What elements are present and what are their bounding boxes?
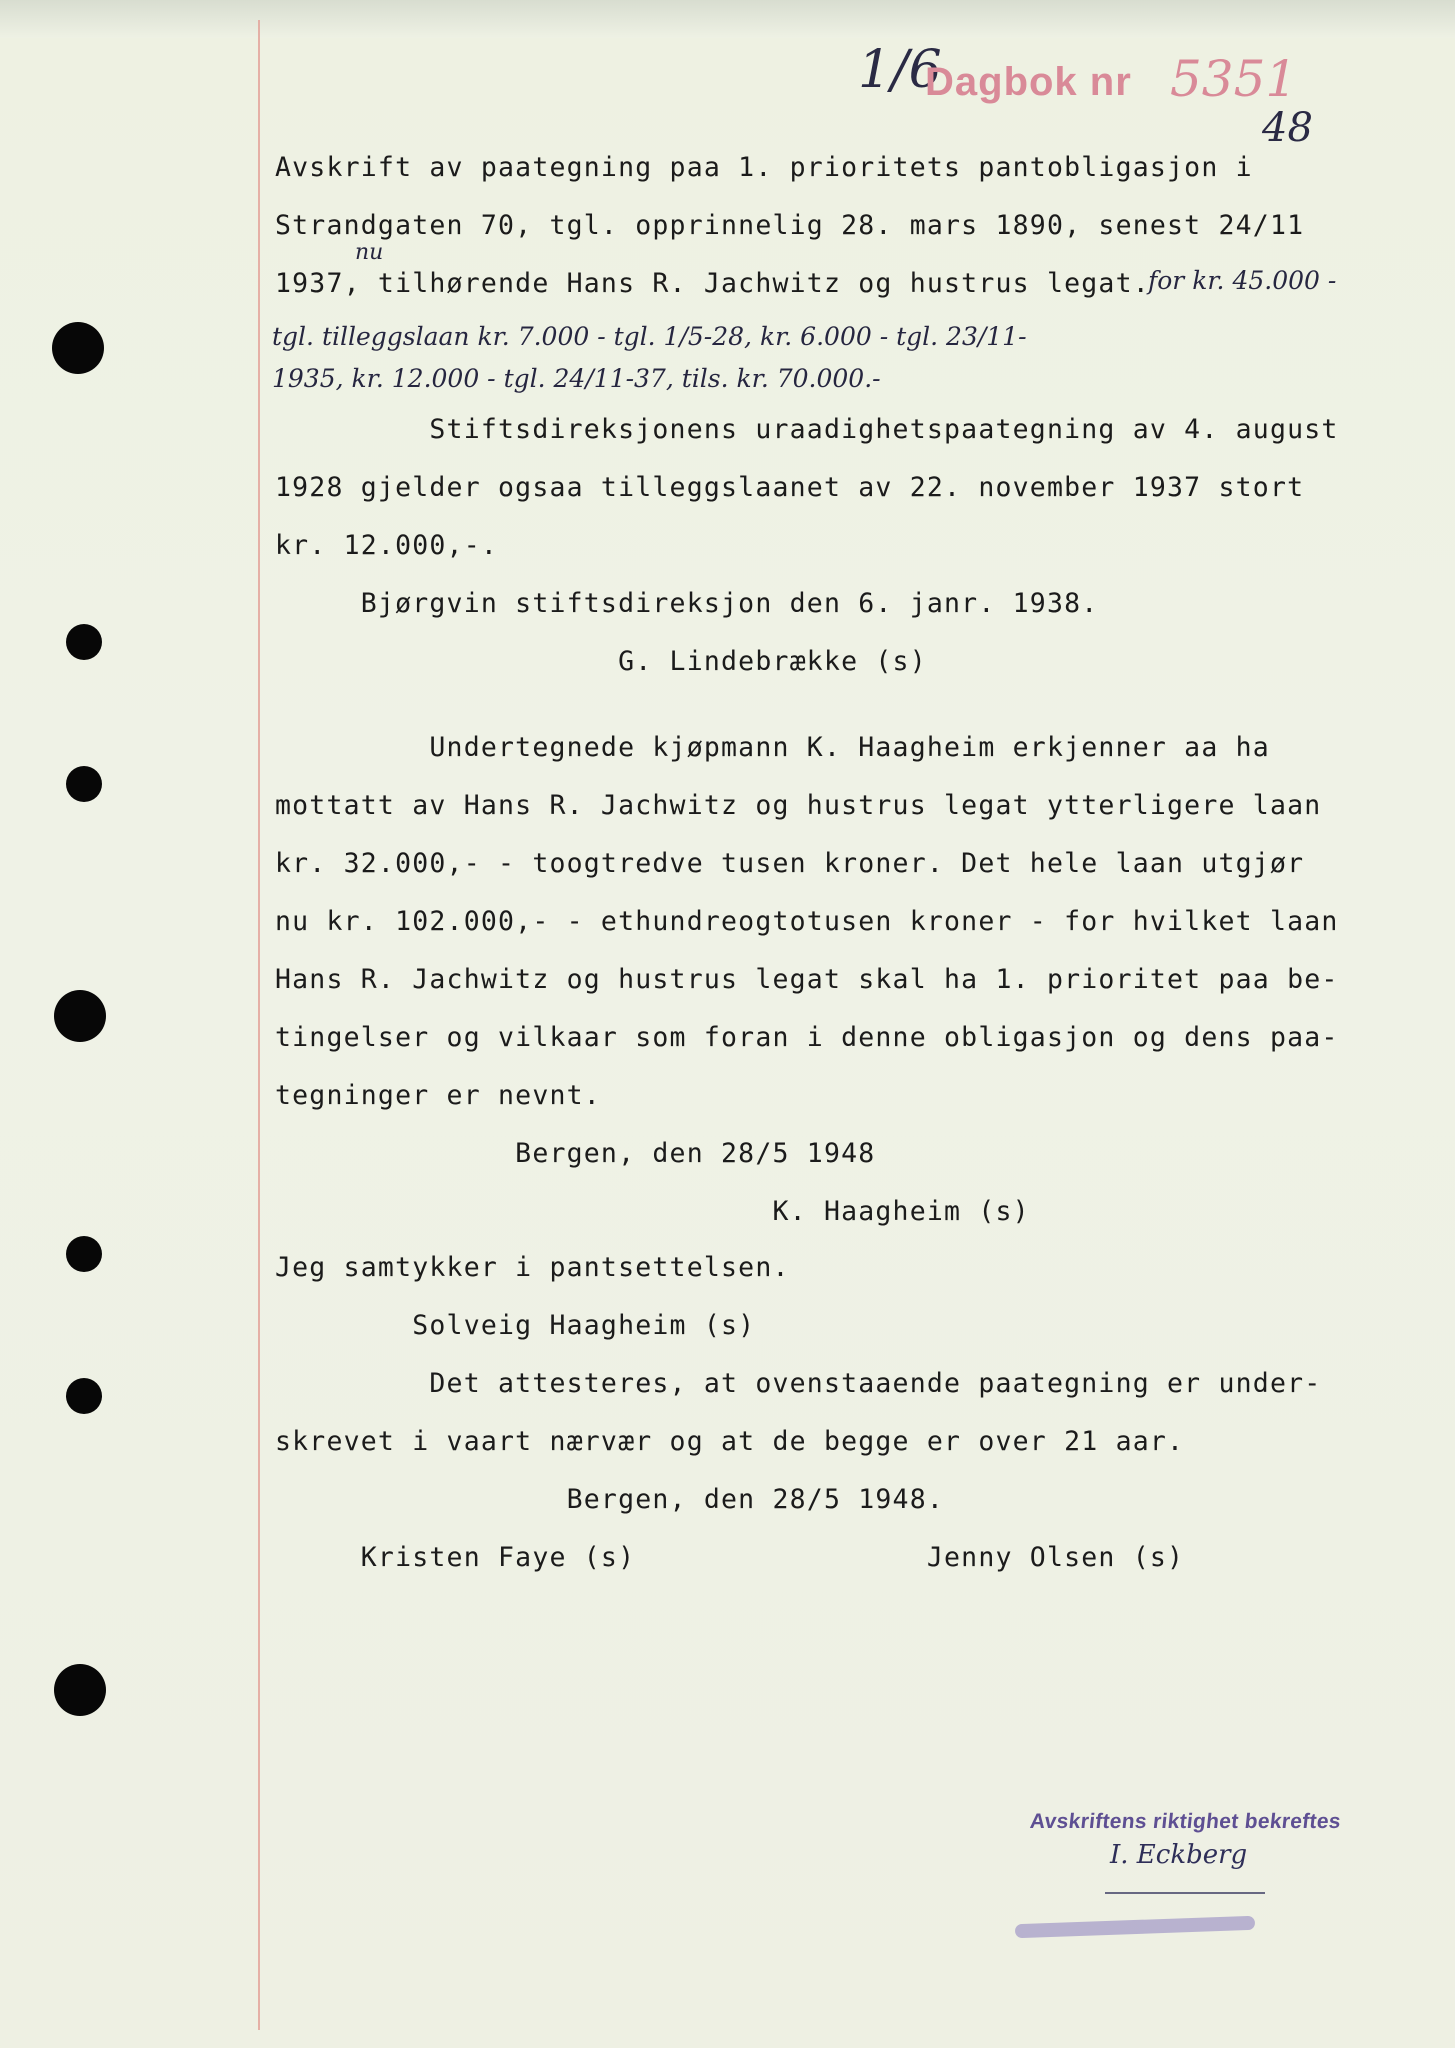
text-line: Strandgaten 70, tgl. opprinnelig 28. mars 1890, senest 24/11 — [275, 210, 1305, 241]
handwritten-line: 1935, kr. 12.000 - tgl. 24/11-37, tils. kr. 70.000.- — [272, 364, 881, 393]
text-line: kr. 32.000,- - toogtredve tusen kroner. Det hele laan utgjør — [275, 848, 1305, 879]
text-line: Avskrift av paategning paa 1. prioritets pantobligasjon i — [275, 152, 1253, 183]
text-line: Bergen, den 28/5 1948 — [275, 1138, 876, 1169]
binder-hole — [54, 1664, 106, 1716]
text-line: kr. 12.000,-. — [275, 530, 499, 561]
text-line: G. Lindebrække (s) — [275, 646, 927, 677]
binder-hole — [52, 322, 104, 374]
binder-hole — [54, 990, 106, 1042]
text-line: Bergen, den 28/5 1948. — [275, 1484, 945, 1515]
text-line: K. Haagheim (s) — [275, 1196, 1030, 1227]
text-line: Kristen Faye (s) Jenny Olsen (s) — [275, 1542, 1185, 1573]
year-suffix: 48 — [1262, 105, 1313, 151]
handwritten-line: for kr. 45.000 - — [1148, 266, 1337, 295]
text-line: 1928 gjelder ogsaa tilleggslaanet av 22. november 1937 stort — [275, 472, 1305, 503]
binder-hole — [66, 766, 102, 802]
text-line: Undertegnede kjøpmann K. Haagheim erkjenner aa ha — [275, 732, 1270, 763]
text-line: mottatt av Hans R. Jachwitz og hustrus legat ytterligere laan — [275, 790, 1322, 821]
page-top-shadow — [0, 0, 1455, 38]
binder-hole — [66, 1236, 102, 1272]
text-line: 1937, tilhørende Hans R. Jachwitz og hustrus legat. — [275, 268, 1150, 299]
text-line: tegninger er nevnt. — [275, 1080, 601, 1111]
text-line: nu kr. 102.000,- - ethundreogtotusen kroner - for hvilket laan — [275, 906, 1339, 937]
handwritten-line: tgl. tilleggslaan kr. 7.000 - tgl. 1/5-28, kr. 6.000 - tgl. 23/11- — [272, 322, 1027, 351]
margin-line — [258, 20, 260, 2030]
text-line: Stiftsdireksjonens uraadighetspaategning av 4. august — [275, 414, 1339, 445]
text-line: Det attesteres, at ovenstaaende paategning er under- — [275, 1368, 1322, 1399]
text-line: Jeg samtykker i pantsettelsen. — [275, 1252, 790, 1283]
ink-smudge — [1015, 1916, 1255, 1938]
text-line: Hans R. Jachwitz og hustrus legat skal ha 1. prioritet paa be- — [275, 964, 1339, 995]
handwritten-insert: nu — [355, 240, 384, 265]
text-line: Bjørgvin stiftsdireksjon den 6. janr. 1938. — [275, 588, 1099, 619]
binder-hole — [66, 624, 102, 660]
signature-stroke — [1105, 1892, 1265, 1894]
certification-stamp: Avskriftens riktighet bekreftes — [1028, 1810, 1343, 1833]
text-line: tingelser og vilkaar som foran i denne obligasjon og dens paa- — [275, 1022, 1339, 1053]
binder-hole — [66, 1378, 102, 1414]
certification-signature: I. Eckberg — [1110, 1840, 1248, 1870]
text-line: skrevet i vaart nærvær og at de begge er over 21 aar. — [275, 1426, 1185, 1457]
date-handwritten: 1/6 — [858, 40, 942, 100]
diary-stamp: Dagbok nr — [925, 60, 1132, 104]
text-line: Solveig Haagheim (s) — [275, 1310, 756, 1341]
diary-number: 5351 — [1170, 50, 1298, 108]
